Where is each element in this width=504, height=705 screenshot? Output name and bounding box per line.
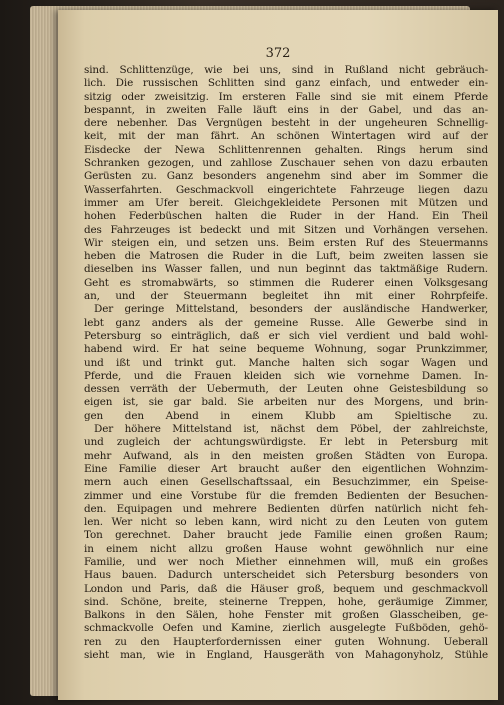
text-line: lebt ganz anders als der gemeine Russe. Alle Gewerbe sind in xyxy=(84,316,488,329)
text-line: und zugleich der achtungswürdigste. Er lebt in Petersburg mit xyxy=(84,436,488,449)
text-line: eigen ist, sie gar bald. Sie arbeiten nur des Morgens, und brin- xyxy=(84,396,488,409)
text-line: Gerüsten zu. Ganz besonders angenehm sind aber im Sommer die xyxy=(84,170,488,183)
text-line: dessen verräth der Uebermuth, der Leuten ohne Geistesbildung so xyxy=(84,383,488,396)
text-line: immer am Ufer bereit. Gleichgekleidete Personen mit Mützen und xyxy=(84,196,488,209)
text-line: gen den Abend in einem Klubb am Spieltische zu. xyxy=(84,409,488,422)
text-line: und ißt und trinkt gut. Manche halten sich sogar Wagen und xyxy=(84,356,488,369)
page-number: 372 xyxy=(265,46,291,61)
text-line: an, und der Steuermann begleitet ihn mit einer Rohrpfeife. xyxy=(84,290,488,303)
text-line: schmackvolle Oefen und Kamine, zierlich ausgelegte Fußböden, gehö- xyxy=(84,622,488,635)
text-line: Wasserfahrten. Geschmackvoll eingerichtete Fahrzeuge liegen dazu xyxy=(84,183,488,196)
text-line: Wir steigen ein, und setzen uns. Beim ersten Ruf des Steuermanns xyxy=(84,236,488,249)
text-line: Der geringe Mittelstand, besonders der ausländische Handwerker, xyxy=(94,303,488,316)
text-line: mehr Aufwand, als in den meisten großen Städten von Europa. xyxy=(84,449,488,462)
text-line: sieht man, wie in England, Hausgeräth von Mahagonyholz, Stühle xyxy=(84,649,488,662)
text-line: mern auch einen Gesellschaftssaal, ein Besuchzimmer, ein Speise- xyxy=(84,476,488,489)
text-line: Eine Familie dieser Art braucht außer den eigentlichen Wohnzim- xyxy=(84,462,488,475)
text-line: keit, mit der man fährt. An schönen Wintertagen wird auf der xyxy=(84,130,488,143)
text-line: Der höhere Mittelstand ist, nächst dem Pöbel, der zahlreichste, xyxy=(94,423,488,436)
text-line: Eisdecke der Newa Schlittenrennen gehalten. Rings herum sind xyxy=(84,143,488,156)
text-line: bespannt, in zweiten Falle läuft eins in der Gabel, und das an- xyxy=(84,103,488,116)
text-line: sind. Schöne, breite, steinerne Treppen, hohe, geräumige Zimmer, xyxy=(84,595,488,608)
text-line: dere nebenher. Das Vergnügen besteht in der ungeheuren Schnellig- xyxy=(84,117,488,130)
text-line: den. Equipagen und mehrere Bedienten dürfen natürlich nicht feh- xyxy=(84,502,488,515)
text-line: sitzig oder zweisitzig. Im ersteren Falle sind sie mit einem Pferde xyxy=(84,90,488,103)
text-line: Balkons in den Sälen, hohe Fenster mit großen Glasscheiben, ge- xyxy=(84,609,488,622)
text-line: habend wird. Er hat seine bequeme Wohnung, sogar Prunkzimmer, xyxy=(84,343,488,356)
text-line: Geht es stromabwärts, so stimmen die Ruderer einen Volksgesang xyxy=(84,276,488,289)
text-line: in einem nicht allzu großen Hause wohnt gewöhnlich nur eine xyxy=(84,542,488,555)
page-text xyxy=(84,64,488,662)
text-line: lich. Die russischen Schlitten sind ganz einfach, und entweder ein- xyxy=(84,77,488,90)
text-line: zimmer und eine Vorstube für die fremden Bedienten der Besuchen- xyxy=(84,489,488,502)
text-line: Ton gerechnet. Daher braucht jede Familie einen großen Raum; xyxy=(84,529,488,542)
text-line: Pferde, und die Frauen kleiden sich wie vornehme Damen. In- xyxy=(84,369,488,382)
text-line: Familie, und wer noch Miether einnehmen will, muß ein großes xyxy=(84,555,488,568)
text-line: Petersburg so einträglich, daß er sich viel verdient und bald wohl- xyxy=(84,329,488,342)
text-line: hohen Federbüschen halten die Ruder in der Hand. Ein Theil xyxy=(84,210,488,223)
text-line: len. Wer nicht so leben kann, wird nicht zu den Leuten von gutem xyxy=(84,516,488,529)
text-line: Haus bauen. Dadurch unterscheidet sich Petersburg besonders von xyxy=(84,569,488,582)
text-line: des Fahrzeuges ist bedeckt und mit Sitzen und Vorhängen versehen. xyxy=(84,223,488,236)
text-line: ren zu den Haupterfordernissen einer guten Wohnung. Ueberall xyxy=(84,635,488,648)
text-line: heben die Matrosen die Ruder in die Luft, beim zweiten lassen sie xyxy=(84,250,488,263)
text-line: sind. Schlittenzüge, wie bei uns, sind in Rußland nicht gebräuch- xyxy=(84,64,488,76)
text-line: London und Paris, daß die Häuser groß, bequem und geschmackvoll xyxy=(84,582,488,595)
text-line: dieselben ins Wasser fallen, und nun beginnt das taktmäßige Rudern. xyxy=(84,263,488,276)
text-line: Schranken gezogen, und zahllose Zuschauer sehen von dazu erbauten xyxy=(84,157,488,170)
